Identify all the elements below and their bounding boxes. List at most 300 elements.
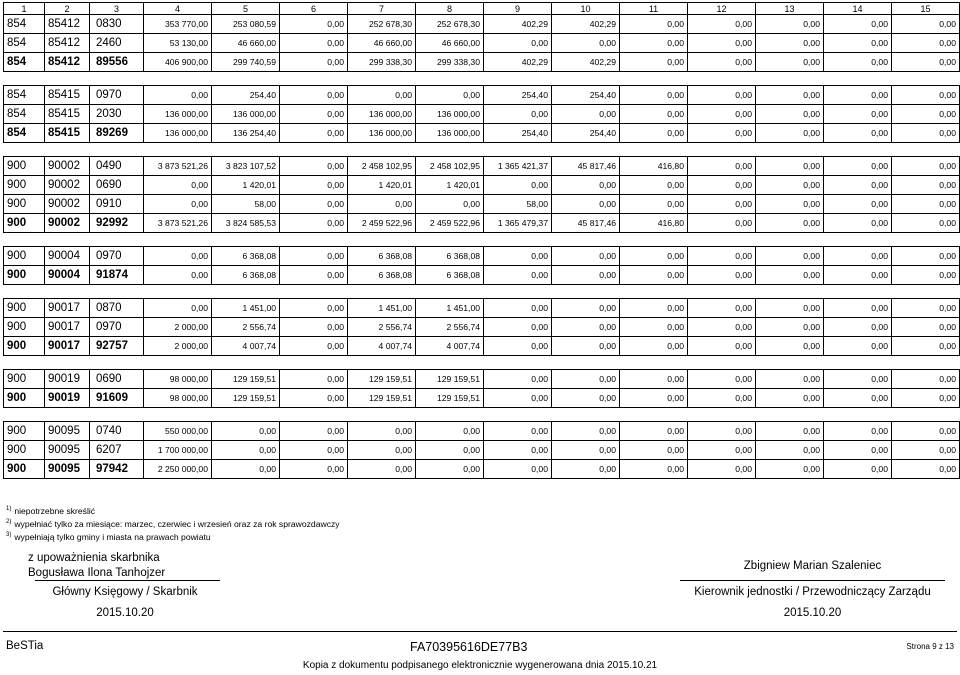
table-cell: 0,00 [348,441,416,460]
table-cell: 0,00 [892,34,960,53]
table-cell: 900 [4,422,45,441]
table-cell: 85415 [45,124,90,143]
table-cell: 85412 [45,53,90,72]
table-cell: 550 000,00 [144,422,212,441]
table-cell: 0,00 [484,266,552,285]
table-cell: 0,00 [620,53,688,72]
left-signature [28,551,228,581]
table-cell: 0,00 [892,53,960,72]
table-cell: 0,00 [620,318,688,337]
table-cell: 1 420,01 [348,176,416,195]
footnote-mark: 2) [6,519,12,525]
table-cell: 0,00 [484,370,552,389]
table-cell: 0,00 [280,318,348,337]
table-cell: 90002 [45,195,90,214]
table-cell: 0,00 [552,247,620,266]
table-cell: 2 556,74 [212,318,280,337]
table-cell: 0,00 [892,441,960,460]
table-cell: 0,00 [824,370,892,389]
table-cell: 0,00 [756,105,824,124]
table-cell: 0,00 [280,86,348,105]
table-cell: 854 [4,105,45,124]
table-cell: 0,00 [756,157,824,176]
table-cell: 0970 [90,318,144,337]
table-cell: 129 159,51 [416,370,484,389]
table-cell: 0,00 [552,299,620,318]
table-cell: 129 159,51 [348,370,416,389]
table-cell: 0,00 [688,337,756,356]
table-cell: 90095 [45,460,90,479]
separator-cell [4,143,960,157]
column-header: 14 [824,3,892,15]
table-cell: 254,40 [484,124,552,143]
column-header: 10 [552,3,620,15]
table-cell: 402,29 [552,53,620,72]
table-body [4,3,960,479]
table-cell: 6 368,08 [348,247,416,266]
column-header: 6 [280,3,348,15]
table-cell: 2 458 102,95 [348,157,416,176]
table-row [4,34,960,53]
table-cell: 0,00 [892,157,960,176]
table-cell: 90002 [45,157,90,176]
table-cell: 900 [4,247,45,266]
table-cell: 299 338,30 [348,53,416,72]
table-cell: 0,00 [688,34,756,53]
footnote [6,517,340,530]
table-cell: 0,00 [484,247,552,266]
table-cell: 1 365 479,37 [484,214,552,233]
table-cell: 0,00 [620,195,688,214]
table-cell: 0,00 [280,422,348,441]
table-cell: 0,00 [892,15,960,34]
table-cell: 353 770,00 [144,15,212,34]
group-separator [4,356,960,370]
table-cell: 0,00 [280,105,348,124]
table-cell: 0,00 [620,86,688,105]
table-cell: 136 254,40 [212,124,280,143]
table-row [4,441,960,460]
table-cell: 0,00 [688,370,756,389]
table-cell: 0,00 [620,124,688,143]
table-cell: 0,00 [824,15,892,34]
table-cell: 0,00 [756,86,824,105]
table-cell: 416,80 [620,157,688,176]
table-cell: 0,00 [756,195,824,214]
table-cell: 4 007,74 [416,337,484,356]
table-cell: 0,00 [620,337,688,356]
table-cell: 0,00 [892,337,960,356]
table-cell: 89556 [90,53,144,72]
table-cell: 0,00 [144,247,212,266]
table-cell: 0,00 [824,86,892,105]
table-cell: 0,00 [824,124,892,143]
table-cell: 900 [4,266,45,285]
table-cell: 89269 [90,124,144,143]
table-cell: 0,00 [756,124,824,143]
table-cell: 0,00 [620,105,688,124]
table-cell: 254,40 [484,86,552,105]
table-row [4,247,960,266]
table-cell: 136 000,00 [348,124,416,143]
table-cell: 0,00 [552,195,620,214]
table-row [4,86,960,105]
footnote-text: wypełniać tylko za miesiące: marzec, czerwiec i wrzesień oraz za rok sprawozdawczy [14,519,340,529]
table-cell: 6 368,08 [212,266,280,285]
table-cell: 1 365 421,37 [484,157,552,176]
table-cell: 0,00 [688,86,756,105]
table-cell: 0,00 [892,422,960,441]
table-cell: 0,00 [552,105,620,124]
table-cell: 2 250 000,00 [144,460,212,479]
table-cell: 0,00 [892,195,960,214]
table-cell: 4 007,74 [212,337,280,356]
table-cell: 402,29 [484,15,552,34]
table-cell: 0,00 [824,176,892,195]
table-cell: 900 [4,337,45,356]
table-cell: 0690 [90,176,144,195]
table-cell: 46 660,00 [212,34,280,53]
table-cell: 0,00 [824,460,892,479]
table-cell: 299 338,30 [416,53,484,72]
table-cell: 0,00 [484,318,552,337]
table-cell: 0,00 [756,318,824,337]
table-cell: 0,00 [824,247,892,266]
table-cell: 85415 [45,86,90,105]
group-separator [4,285,960,299]
table-cell: 0,00 [552,176,620,195]
table-cell: 0,00 [620,370,688,389]
table-cell: 4 007,74 [348,337,416,356]
signature-role: Główny Księgowy / Skarbnik [52,586,198,598]
table-cell: 0,00 [756,337,824,356]
table-cell: 0,00 [416,195,484,214]
table-cell: 253 080,59 [212,15,280,34]
table-total-row [4,460,960,479]
table-cell: 85415 [45,105,90,124]
table-cell: 1 420,01 [416,176,484,195]
table-cell: 0,00 [892,389,960,408]
table-cell: 0,00 [688,157,756,176]
table-cell: 402,29 [484,53,552,72]
table-cell: 0,00 [280,124,348,143]
app-name: BeSTia [6,640,44,652]
table-cell: 0,00 [756,422,824,441]
table-cell: 0,00 [280,460,348,479]
table-cell: 854 [4,34,45,53]
table-cell: 0,00 [212,441,280,460]
table-cell: 0,00 [824,195,892,214]
table-cell: 6207 [90,441,144,460]
table-cell: 136 000,00 [144,124,212,143]
table-cell: 0,00 [348,422,416,441]
copy-note: Kopia z dokumentu podpisanego elektronicznie wygenerowana dnia 2015.10.21 [302,660,658,671]
table-cell: 1 451,00 [416,299,484,318]
table-cell: 854 [4,15,45,34]
table-cell: 0,00 [280,247,348,266]
table-cell: 1 451,00 [212,299,280,318]
table-cell: 0,00 [688,105,756,124]
table-cell: 0,00 [688,389,756,408]
separator-cell [4,72,960,86]
group-separator [4,72,960,86]
table-cell: 0,00 [280,299,348,318]
table-cell: 252 678,30 [348,15,416,34]
footnote-text: niepotrzebne skreślić [14,506,96,516]
table-cell: 0,00 [824,53,892,72]
table-cell: 46 660,00 [348,34,416,53]
table-cell: 900 [4,370,45,389]
table-total-row [4,266,960,285]
table-row [4,195,960,214]
table-cell: 0,00 [688,214,756,233]
table-cell: 900 [4,460,45,479]
table-cell: 0,00 [620,247,688,266]
table-cell: 136 000,00 [144,105,212,124]
table-cell: 0,00 [824,266,892,285]
column-header: 5 [212,3,280,15]
table-cell: 0,00 [620,422,688,441]
table-cell: 0,00 [280,389,348,408]
table-cell: 6 368,08 [212,247,280,266]
table-cell: 0,00 [688,318,756,337]
table-cell: 92992 [90,214,144,233]
table-cell: 0,00 [552,441,620,460]
table-cell: 0,00 [144,176,212,195]
table-cell: 90017 [45,299,90,318]
signature-date: 2015.10.20 [96,607,154,619]
table-cell: 0,00 [552,422,620,441]
signature-authorization: z upoważnienia skarbnika [28,552,160,564]
table-cell: 0,00 [756,15,824,34]
table-cell: 136 000,00 [212,105,280,124]
table-cell: 0,00 [484,34,552,53]
table-cell: 1 451,00 [348,299,416,318]
group-separator [4,233,960,247]
table-cell: 0,00 [280,157,348,176]
separator-cell [4,408,960,422]
table-cell: 45 817,46 [552,157,620,176]
table-cell: 3 873 521,26 [144,214,212,233]
table-cell: 90017 [45,337,90,356]
table-cell: 97942 [90,460,144,479]
table-cell: 0,00 [756,389,824,408]
table-cell: 0,00 [280,337,348,356]
table-cell: 900 [4,214,45,233]
table-cell: 854 [4,124,45,143]
table-cell: 90004 [45,266,90,285]
table-cell: 6 368,08 [416,266,484,285]
table-cell: 0,00 [824,299,892,318]
table-cell: 0490 [90,157,144,176]
table-cell: 0,00 [620,389,688,408]
table-cell: 0910 [90,195,144,214]
table-cell: 0,00 [484,337,552,356]
table-cell: 0,00 [484,441,552,460]
table-cell: 6 368,08 [348,266,416,285]
table-row [4,105,960,124]
table-cell: 854 [4,53,45,72]
signature-line [35,580,220,581]
table-cell: 0,00 [552,318,620,337]
table-cell: 299 740,59 [212,53,280,72]
table-row [4,176,960,195]
table-cell: 0,00 [892,124,960,143]
table-cell: 2 556,74 [348,318,416,337]
table-cell: 0,00 [824,422,892,441]
budget-table [3,2,960,479]
table-cell: 900 [4,389,45,408]
table-cell: 0,00 [756,176,824,195]
table-cell: 0,00 [280,15,348,34]
table-cell: 0,00 [144,299,212,318]
table-cell: 0,00 [620,460,688,479]
table-cell: 90002 [45,176,90,195]
signature-role: Kierownik jednostki / Przewodniczący Zarządu [694,586,931,598]
separator-cell [4,233,960,247]
table-cell: 0,00 [892,105,960,124]
table-total-row [4,389,960,408]
separator-cell [4,356,960,370]
table-cell: 0,00 [756,247,824,266]
signature-line [680,580,945,581]
footnote-text: wypełniają tylko gminy i miasta na prawach powiatu [14,532,211,542]
table-cell: 90002 [45,214,90,233]
table-cell: 0,00 [824,337,892,356]
table-cell: 0,00 [484,176,552,195]
table-row [4,157,960,176]
table-cell: 85412 [45,15,90,34]
table-cell: 406 900,00 [144,53,212,72]
table-total-row [4,124,960,143]
table-cell: 0,00 [688,53,756,72]
table-cell: 136 000,00 [348,105,416,124]
table-cell: 90095 [45,441,90,460]
table-cell: 0,00 [484,389,552,408]
table-cell: 900 [4,318,45,337]
column-number-header [4,3,960,15]
right-signature-name: Zbigniew Marian Szaleniec [743,560,882,572]
table-cell: 0,00 [892,176,960,195]
table-cell: 2 458 102,95 [416,157,484,176]
table-cell: 0,00 [892,370,960,389]
table-cell: 0,00 [280,176,348,195]
signature-name: Bogusława Ilona Tanhojzer [28,567,166,579]
table-cell: 254,40 [552,86,620,105]
table-cell: 0,00 [144,195,212,214]
table-cell: 3 873 521,26 [144,157,212,176]
table-cell: 0830 [90,15,144,34]
table-cell: 98 000,00 [144,370,212,389]
table-cell: 0,00 [688,124,756,143]
table-cell: 0,00 [280,214,348,233]
table-cell: 136 000,00 [416,124,484,143]
table-cell: 0,00 [416,441,484,460]
table-cell: 98 000,00 [144,389,212,408]
column-header: 2 [45,3,90,15]
document-code: FA70395616DE77B3 [410,640,528,654]
table-cell: 0,00 [892,299,960,318]
table-cell: 90004 [45,247,90,266]
table-cell: 85412 [45,34,90,53]
column-header: 7 [348,3,416,15]
table-cell: 2 000,00 [144,337,212,356]
footnote-mark: 3) [6,532,12,538]
footnote [6,530,340,543]
table-cell: 0,00 [688,422,756,441]
table-cell: 1 420,01 [212,176,280,195]
table-cell: 91609 [90,389,144,408]
table-cell: 129 159,51 [416,389,484,408]
table-cell: 900 [4,195,45,214]
table-cell: 58,00 [212,195,280,214]
signature-date: 2015.10.20 [783,607,842,619]
table-cell: 2030 [90,105,144,124]
table-cell: 129 159,51 [212,389,280,408]
table-cell: 2 459 522,96 [416,214,484,233]
group-separator [4,408,960,422]
table-cell: 0,00 [756,370,824,389]
table-cell: 2 556,74 [416,318,484,337]
table-cell: 0,00 [348,460,416,479]
table-cell: 0,00 [280,195,348,214]
table-cell: 0,00 [892,318,960,337]
table-cell: 0,00 [892,247,960,266]
table-cell: 0,00 [620,441,688,460]
table-cell: 129 159,51 [212,370,280,389]
table-cell: 90019 [45,389,90,408]
table-cell: 136 000,00 [416,105,484,124]
table-row [4,318,960,337]
table-cell: 0,00 [688,299,756,318]
table-cell: 0,00 [892,214,960,233]
table-cell: 254,40 [552,124,620,143]
table-cell: 0,00 [688,460,756,479]
footnote-mark: 1) [6,506,12,512]
table-cell: 2 459 522,96 [348,214,416,233]
table-cell: 0,00 [824,157,892,176]
table-cell: 0,00 [756,460,824,479]
group-separator [4,143,960,157]
table-cell: 0,00 [620,15,688,34]
table-cell: 0,00 [688,195,756,214]
table-cell: 254,40 [212,86,280,105]
table-cell: 91874 [90,266,144,285]
table-cell: 0,00 [144,86,212,105]
table-cell: 45 817,46 [552,214,620,233]
table-cell: 854 [4,86,45,105]
table-cell: 0,00 [212,422,280,441]
column-header: 13 [756,3,824,15]
table-cell: 0,00 [552,34,620,53]
column-header: 12 [688,3,756,15]
table-cell: 0,00 [824,34,892,53]
table-row [4,15,960,34]
column-header: 15 [892,3,960,15]
table-cell: 0,00 [756,34,824,53]
table-cell: 0,00 [552,337,620,356]
table-cell: 0,00 [688,247,756,266]
table-cell: 0,00 [280,34,348,53]
table-cell: 0,00 [688,266,756,285]
table-cell: 900 [4,299,45,318]
table-cell: 0,00 [484,105,552,124]
table-cell: 0,00 [552,266,620,285]
table-cell: 0,00 [280,53,348,72]
table-total-row [4,214,960,233]
table-cell: 90095 [45,422,90,441]
table-cell: 0,00 [620,266,688,285]
